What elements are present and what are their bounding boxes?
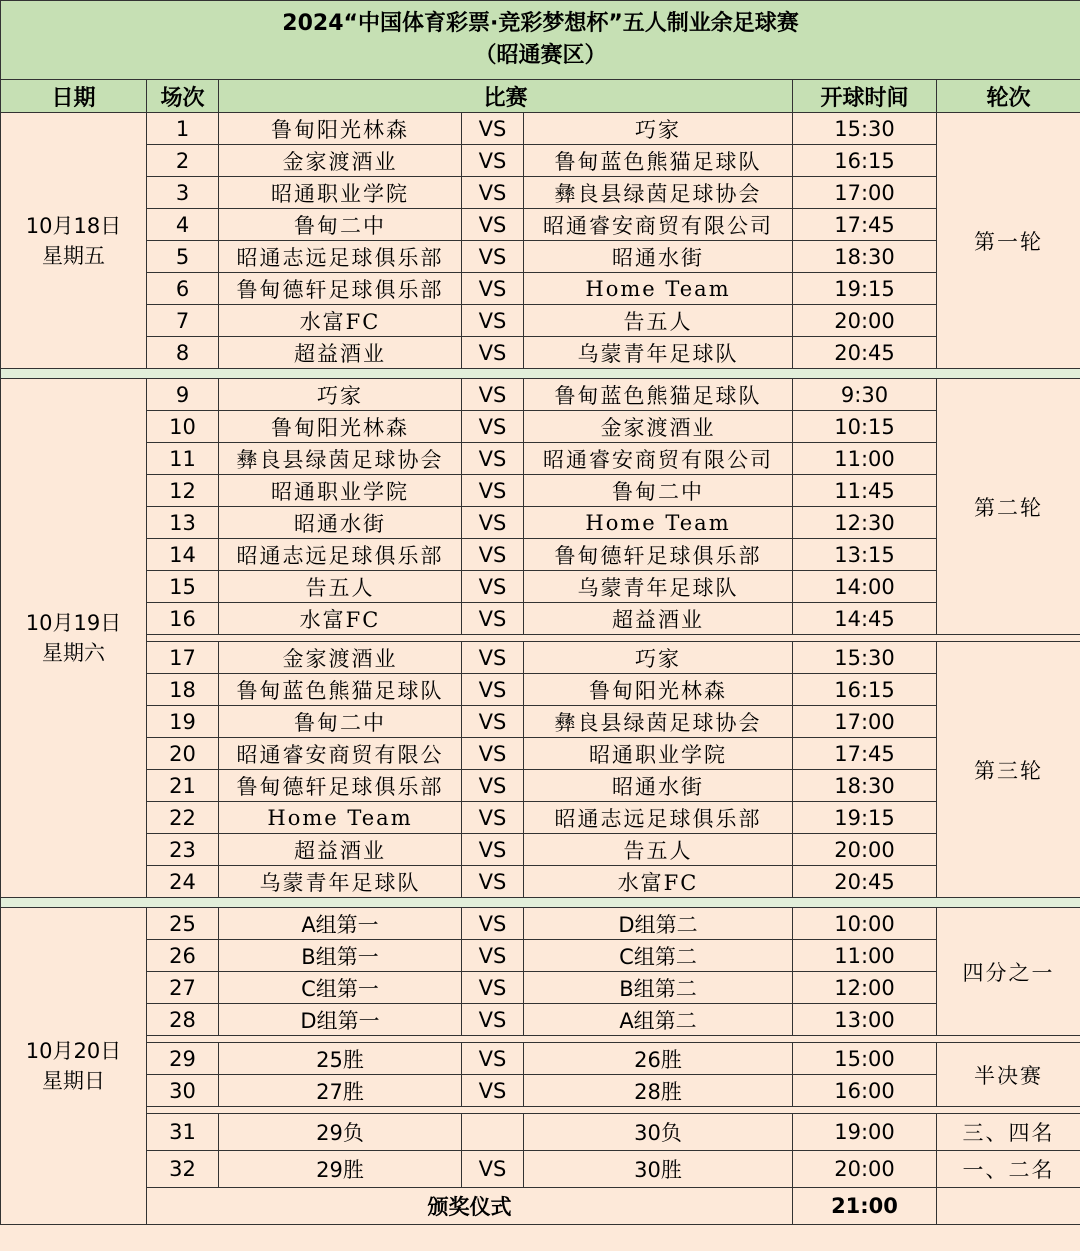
away-team: Home Team <box>524 507 793 539</box>
away-team: 金家渡酒业 <box>524 411 793 443</box>
separator-row <box>1 369 1080 379</box>
match-row <box>1 209 1080 241</box>
match-number: 17 <box>147 642 219 674</box>
home-team: 昭通志远足球俱乐部 <box>219 539 462 571</box>
match-row <box>1 113 1080 145</box>
match-number: 19 <box>147 706 219 738</box>
home-team: 超益酒业 <box>219 337 462 369</box>
match-row <box>1 379 1080 411</box>
match-number: 14 <box>147 539 219 571</box>
kickoff-time: 17:45 <box>793 738 937 770</box>
vs-label: VS <box>462 113 524 145</box>
vs-label: VS <box>462 738 524 770</box>
vs-label: VS <box>462 834 524 866</box>
vs-label: VS <box>462 1004 524 1036</box>
kickoff-time: 11:00 <box>793 940 937 972</box>
match-number: 20 <box>147 738 219 770</box>
header-time: 开球时间 <box>793 80 937 113</box>
match-row <box>1 908 1080 940</box>
match-number: 10 <box>147 411 219 443</box>
vs-label: VS <box>462 1151 524 1188</box>
kickoff-time: 19:00 <box>793 1114 937 1151</box>
match-row <box>1 241 1080 273</box>
home-team: 昭通志远足球俱乐部 <box>219 241 462 273</box>
match-number: 3 <box>147 177 219 209</box>
vs-label: VS <box>462 972 524 1004</box>
match-row <box>1 738 1080 770</box>
match-row <box>1 337 1080 369</box>
match-number: 32 <box>147 1151 219 1188</box>
vs-label: VS <box>462 475 524 507</box>
away-team: 鲁甸二中 <box>524 475 793 507</box>
page-title <box>1 1 1080 80</box>
home-team: Home Team <box>219 802 462 834</box>
away-team: 巧家 <box>524 642 793 674</box>
ceremony-round <box>937 1188 1080 1225</box>
away-team: 乌蒙青年足球队 <box>524 337 793 369</box>
kickoff-time: 20:00 <box>793 834 937 866</box>
home-team: 昭通睿安商贸有限公 <box>219 738 462 770</box>
vs-label: VS <box>462 908 524 940</box>
kickoff-time: 15:30 <box>793 642 937 674</box>
home-team: B组第一 <box>219 940 462 972</box>
match-row <box>1 1114 1080 1151</box>
match-number: 5 <box>147 241 219 273</box>
home-team: 29负 <box>219 1114 462 1151</box>
away-team: 鲁甸蓝色熊猫足球队 <box>524 145 793 177</box>
vs-label: VS <box>462 1043 524 1075</box>
match-row <box>1 802 1080 834</box>
vs-label: VS <box>462 443 524 475</box>
home-team: A组第一 <box>219 908 462 940</box>
away-team: 昭通睿安商贸有限公司 <box>524 443 793 475</box>
away-team: 昭通水街 <box>524 241 793 273</box>
match-row <box>1 1043 1080 1075</box>
kickoff-time: 9:30 <box>793 379 937 411</box>
home-team: 彝良县绿茵足球协会 <box>219 443 462 475</box>
home-team: 25胜 <box>219 1043 462 1075</box>
match-number: 25 <box>147 908 219 940</box>
separator-cell <box>1 898 1080 908</box>
home-team: 鲁甸二中 <box>219 209 462 241</box>
vs-label: VS <box>462 507 524 539</box>
home-team: 巧家 <box>219 379 462 411</box>
weekday-text: 星期六 <box>42 641 105 665</box>
away-team: 昭通水街 <box>524 770 793 802</box>
away-team: 昭通职业学院 <box>524 738 793 770</box>
away-team: 30胜 <box>524 1151 793 1188</box>
home-team: 水富FC <box>219 603 462 635</box>
kickoff-time: 11:45 <box>793 475 937 507</box>
kickoff-time: 18:30 <box>793 241 937 273</box>
match-number: 22 <box>147 802 219 834</box>
away-team: 告五人 <box>524 305 793 337</box>
kickoff-time: 11:00 <box>793 443 937 475</box>
date-text: 10月18日 <box>25 213 122 238</box>
separator-cell <box>1 369 1080 379</box>
kickoff-time: 16:15 <box>793 674 937 706</box>
away-team: 30负 <box>524 1114 793 1151</box>
spacer-cell <box>147 635 1080 642</box>
vs-label: VS <box>462 770 524 802</box>
kickoff-time: 16:00 <box>793 1075 937 1107</box>
kickoff-time: 14:00 <box>793 571 937 603</box>
match-number: 30 <box>147 1075 219 1107</box>
round-cell: 半决赛 <box>937 1043 1080 1107</box>
match-number: 7 <box>147 305 219 337</box>
match-row <box>1 603 1080 635</box>
away-team: 28胜 <box>524 1075 793 1107</box>
home-team: 鲁甸德轩足球俱乐部 <box>219 770 462 802</box>
round-cell: 一、二名 <box>937 1151 1080 1188</box>
match-number: 18 <box>147 674 219 706</box>
header-row <box>1 80 1080 113</box>
vs-label: VS <box>462 1075 524 1107</box>
ceremony-time: 21:00 <box>793 1188 937 1225</box>
kickoff-time: 12:30 <box>793 507 937 539</box>
vs-label: VS <box>462 177 524 209</box>
match-row <box>1 834 1080 866</box>
vs-label: VS <box>462 273 524 305</box>
match-number: 6 <box>147 273 219 305</box>
home-team: 昭通职业学院 <box>219 475 462 507</box>
match-number: 27 <box>147 972 219 1004</box>
kickoff-time: 16:15 <box>793 145 937 177</box>
vs-label: VS <box>462 603 524 635</box>
date-cell <box>1 113 147 369</box>
vs-label <box>462 1114 524 1151</box>
match-number: 4 <box>147 209 219 241</box>
away-team: B组第二 <box>524 972 793 1004</box>
match-number: 2 <box>147 145 219 177</box>
kickoff-time: 10:15 <box>793 411 937 443</box>
kickoff-time: 17:45 <box>793 209 937 241</box>
home-team: 乌蒙青年足球队 <box>219 866 462 898</box>
away-team: 超益酒业 <box>524 603 793 635</box>
kickoff-time: 18:30 <box>793 770 937 802</box>
match-number: 13 <box>147 507 219 539</box>
vs-label: VS <box>462 802 524 834</box>
match-number: 8 <box>147 337 219 369</box>
match-number: 24 <box>147 866 219 898</box>
kickoff-time: 19:15 <box>793 273 937 305</box>
match-row <box>1 1004 1080 1036</box>
away-team: 鲁甸德轩足球俱乐部 <box>524 539 793 571</box>
match-row <box>1 706 1080 738</box>
away-team: C组第二 <box>524 940 793 972</box>
away-team: 鲁甸阳光林森 <box>524 674 793 706</box>
separator-row <box>1 898 1080 908</box>
kickoff-time: 13:15 <box>793 539 937 571</box>
match-row <box>1 674 1080 706</box>
ceremony-label: 颁奖仪式 <box>147 1188 793 1225</box>
match-number: 12 <box>147 475 219 507</box>
match-row <box>1 642 1080 674</box>
header-date: 日期 <box>1 80 147 113</box>
round-cell: 第二轮 <box>937 379 1080 635</box>
kickoff-time: 20:45 <box>793 337 937 369</box>
kickoff-time: 20:00 <box>793 1151 937 1188</box>
match-row <box>1 940 1080 972</box>
match-number: 1 <box>147 113 219 145</box>
kickoff-time: 20:00 <box>793 305 937 337</box>
match-number: 28 <box>147 1004 219 1036</box>
match-row <box>1 443 1080 475</box>
date-cell <box>1 908 147 1225</box>
spacer-row <box>1 1036 1080 1043</box>
match-row <box>1 972 1080 1004</box>
home-team: D组第一 <box>219 1004 462 1036</box>
vs-label: VS <box>462 337 524 369</box>
away-team: 鲁甸蓝色熊猫足球队 <box>524 379 793 411</box>
match-row <box>1 177 1080 209</box>
away-team: 告五人 <box>524 834 793 866</box>
away-team: 26胜 <box>524 1043 793 1075</box>
vs-label: VS <box>462 539 524 571</box>
home-team: 金家渡酒业 <box>219 145 462 177</box>
away-team: 水富FC <box>524 866 793 898</box>
kickoff-time: 15:30 <box>793 113 937 145</box>
kickoff-time: 19:15 <box>793 802 937 834</box>
away-team: 昭通睿安商贸有限公司 <box>524 209 793 241</box>
match-number: 11 <box>147 443 219 475</box>
header-no: 场次 <box>147 80 219 113</box>
home-team: 昭通职业学院 <box>219 177 462 209</box>
away-team: Home Team <box>524 273 793 305</box>
match-row <box>1 539 1080 571</box>
away-team: 巧家 <box>524 113 793 145</box>
home-team: 27胜 <box>219 1075 462 1107</box>
home-team: 昭通水街 <box>219 507 462 539</box>
vs-label: VS <box>462 940 524 972</box>
kickoff-time: 15:00 <box>793 1043 937 1075</box>
spacer-row <box>1 1107 1080 1114</box>
match-row <box>1 1151 1080 1188</box>
date-cell <box>1 379 147 898</box>
vs-label: VS <box>462 674 524 706</box>
ceremony-row <box>1 1188 1080 1225</box>
home-team: 鲁甸蓝色熊猫足球队 <box>219 674 462 706</box>
home-team: 水富FC <box>219 305 462 337</box>
home-team: 29胜 <box>219 1151 462 1188</box>
away-team: A组第二 <box>524 1004 793 1036</box>
kickoff-time: 10:00 <box>793 908 937 940</box>
round-cell: 第三轮 <box>937 642 1080 898</box>
vs-label: VS <box>462 411 524 443</box>
kickoff-time: 17:00 <box>793 706 937 738</box>
round-cell: 第一轮 <box>937 113 1080 369</box>
home-team: 鲁甸二中 <box>219 706 462 738</box>
home-team: C组第一 <box>219 972 462 1004</box>
away-team: 昭通志远足球俱乐部 <box>524 802 793 834</box>
kickoff-time: 13:00 <box>793 1004 937 1036</box>
home-team: 鲁甸阳光林森 <box>219 411 462 443</box>
weekday-text: 星期日 <box>42 1069 105 1093</box>
kickoff-time: 14:45 <box>793 603 937 635</box>
match-row <box>1 571 1080 603</box>
match-row <box>1 273 1080 305</box>
vs-label: VS <box>462 642 524 674</box>
vs-label: VS <box>462 145 524 177</box>
title-line-2: （昭通赛区） <box>474 43 607 68</box>
home-team: 超益酒业 <box>219 834 462 866</box>
kickoff-time: 12:00 <box>793 972 937 1004</box>
match-row <box>1 866 1080 898</box>
header-match: 比赛 <box>219 80 793 113</box>
vs-label: VS <box>462 866 524 898</box>
kickoff-time: 17:00 <box>793 177 937 209</box>
match-row <box>1 770 1080 802</box>
match-number: 16 <box>147 603 219 635</box>
spacer-cell <box>147 1107 1080 1114</box>
away-team: D组第二 <box>524 908 793 940</box>
vs-label: VS <box>462 706 524 738</box>
away-team: 乌蒙青年足球队 <box>524 571 793 603</box>
vs-label: VS <box>462 305 524 337</box>
home-team: 告五人 <box>219 571 462 603</box>
vs-label: VS <box>462 241 524 273</box>
title-line-1: 2024“中国体育彩票·竞彩梦想杯”五人制业余足球赛 <box>282 11 799 36</box>
date-text: 10月20日 <box>25 1039 122 1063</box>
match-number: 21 <box>147 770 219 802</box>
match-number: 15 <box>147 571 219 603</box>
match-row <box>1 507 1080 539</box>
weekday-text: 星期五 <box>42 243 105 268</box>
match-row <box>1 305 1080 337</box>
vs-label: VS <box>462 379 524 411</box>
vs-label: VS <box>462 209 524 241</box>
home-team: 金家渡酒业 <box>219 642 462 674</box>
away-team: 彝良县绿茵足球协会 <box>524 706 793 738</box>
away-team: 彝良县绿茵足球协会 <box>524 177 793 209</box>
match-number: 29 <box>147 1043 219 1075</box>
match-row <box>1 411 1080 443</box>
date-text: 10月19日 <box>25 611 122 635</box>
home-team: 鲁甸阳光林森 <box>219 113 462 145</box>
match-row <box>1 145 1080 177</box>
round-cell: 三、四名 <box>937 1114 1080 1151</box>
match-number: 26 <box>147 940 219 972</box>
kickoff-time: 20:45 <box>793 866 937 898</box>
vs-label: VS <box>462 571 524 603</box>
match-row <box>1 475 1080 507</box>
spacer-cell <box>147 1036 1080 1043</box>
header-round: 轮次 <box>937 80 1080 113</box>
match-number: 23 <box>147 834 219 866</box>
spacer-row <box>1 635 1080 642</box>
match-number: 31 <box>147 1114 219 1151</box>
round-cell: 四分之一 <box>937 908 1080 1036</box>
home-team: 鲁甸德轩足球俱乐部 <box>219 273 462 305</box>
match-row <box>1 1075 1080 1107</box>
match-number: 9 <box>147 379 219 411</box>
